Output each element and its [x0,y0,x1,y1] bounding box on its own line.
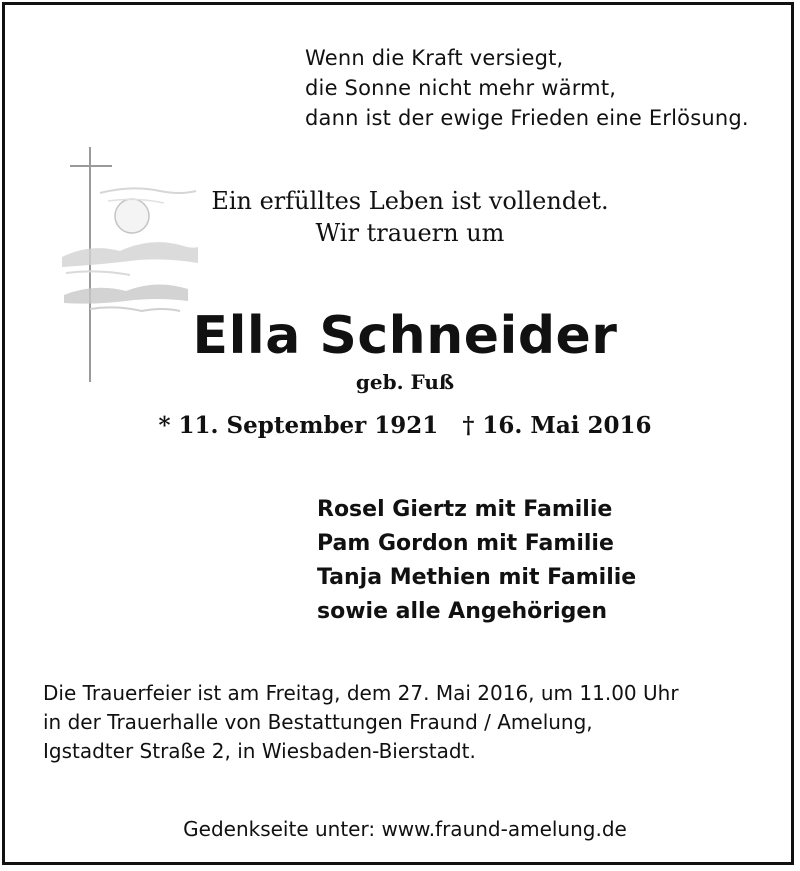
mourner-entry: sowie alle Angehörigen [317,599,608,624]
hill-shape [66,271,130,275]
hill-shape [62,242,198,267]
birth-date: * 11. September 1921 [158,412,439,439]
deceased-name: Ella Schneider [192,306,618,366]
cloud-shape [100,188,196,193]
obituary-frame [2,2,794,865]
ceremony-line: Die Trauerfeier ist am Freitag, dem 27. Mai 2016, um 11.00 Uhr [43,681,679,705]
ceremony-line: in der Trauerhalle von Bestattungen Fraund / Amelung, [43,710,593,734]
intro-line: Wir trauern um [315,219,505,247]
death-date: † 16. Mai 2016 [462,412,652,439]
poem-line: Wenn die Kraft versiegt, [305,46,564,70]
intro-text [210,185,610,249]
ceremony-details [43,679,679,766]
poem-line: die Sonne nicht mehr wärmt, [305,76,617,100]
life-dates [5,408,800,444]
intro-line: Ein erfülltes Leben ist vollendet. [211,187,609,215]
sun-shape [115,199,149,233]
mourners-list [317,493,636,629]
mourner-entry: Pam Gordon mit Familie [317,531,614,556]
poem-line: dann ist der ewige Frieden eine Erlösung. [305,106,749,130]
ceremony-line: Igstadter Straße 2, in Wiesbaden-Bierstadt. [43,739,476,763]
mourner-entry: Tanja Methien mit Familie [317,565,637,590]
mourner-entry: Rosel Giertz mit Familie [317,497,613,522]
birth-name: geb. Fuß [355,370,455,394]
memorial-website: Gedenkseite unter: www.fraund-amelung.de [183,817,627,841]
poem [305,43,749,133]
